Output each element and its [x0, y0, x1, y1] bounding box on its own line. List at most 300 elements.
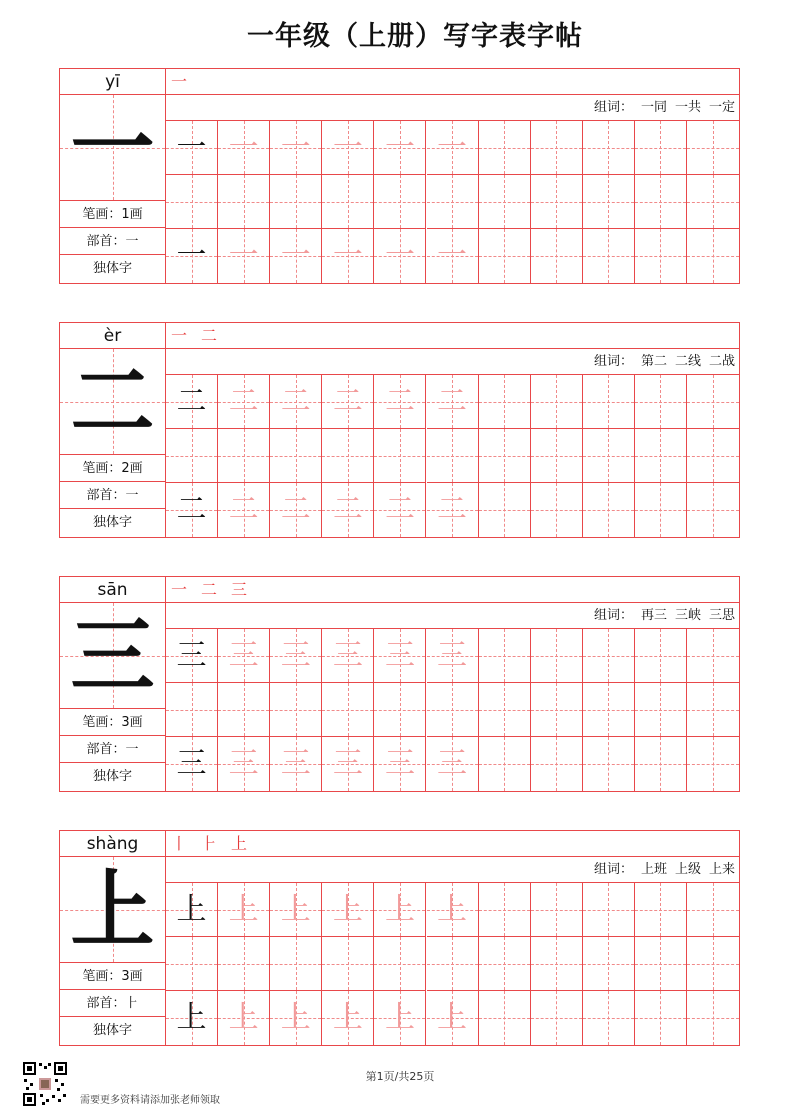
trace-character: 上 — [280, 892, 311, 927]
stroke-order-row — [166, 69, 739, 95]
trace-character: 一 — [437, 238, 468, 273]
practice-cell[interactable] — [531, 737, 583, 791]
practice-cell[interactable] — [166, 229, 218, 283]
practice-cell[interactable] — [322, 483, 374, 537]
practice-row — [166, 121, 739, 175]
trace-character: 上 — [280, 1000, 311, 1035]
trace-character: 三 — [437, 638, 468, 673]
practice-cell[interactable] — [427, 629, 479, 683]
stroke-count: 笔画：3画 — [60, 963, 165, 990]
practice-cell[interactable] — [583, 883, 635, 937]
trace-character: 三 — [437, 746, 468, 781]
trace-character: 上 — [228, 1000, 259, 1035]
practice-cell[interactable] — [218, 175, 270, 229]
practice-cell[interactable] — [635, 483, 687, 537]
words-label: 组词： — [593, 608, 633, 623]
practice-cell[interactable] — [374, 991, 426, 1045]
character-info-column — [60, 831, 166, 1045]
page-number: 第1页/共25页 — [365, 1070, 435, 1083]
practice-cell[interactable] — [531, 683, 583, 737]
cell-guide-vertical — [556, 629, 557, 682]
practice-cell[interactable] — [531, 375, 583, 429]
trace-character: 二 — [332, 492, 363, 527]
trace-character: 一 — [384, 130, 415, 165]
trace-character: 一 — [384, 238, 415, 273]
practice-cell[interactable] — [687, 737, 739, 791]
practice-cell[interactable] — [374, 883, 426, 937]
practice-cell[interactable] — [583, 937, 635, 991]
practice-cell[interactable] — [479, 121, 531, 175]
trace-character: 一 — [437, 130, 468, 165]
large-character-box — [60, 603, 165, 709]
character-info-column — [60, 577, 166, 791]
cell-guide-vertical — [713, 683, 714, 736]
practice-cell[interactable] — [218, 737, 270, 791]
trace-character: 二 — [384, 492, 415, 527]
cell-guide-vertical — [660, 483, 661, 537]
practice-cell[interactable] — [583, 629, 635, 683]
cell-guide-vertical — [296, 683, 297, 736]
practice-cell[interactable] — [270, 937, 322, 991]
practice-cell[interactable] — [687, 991, 739, 1045]
practice-cell[interactable] — [427, 121, 479, 175]
practice-cell[interactable] — [635, 121, 687, 175]
practice-row — [166, 937, 739, 991]
large-character: 一 — [70, 98, 155, 197]
cell-guide-vertical — [244, 683, 245, 736]
practice-cell[interactable] — [635, 429, 687, 483]
practice-cell[interactable] — [218, 229, 270, 283]
cell-guide-vertical — [660, 429, 661, 482]
trace-character: 上 — [332, 892, 363, 927]
trace-character: 三 — [332, 746, 363, 781]
practice-row — [166, 991, 739, 1045]
practice-cell[interactable] — [531, 121, 583, 175]
practice-cell[interactable] — [427, 429, 479, 483]
practice-cell[interactable] — [635, 175, 687, 229]
word-example: 一共 — [674, 100, 701, 115]
cell-guide-vertical — [608, 375, 609, 428]
structure-type: 独体字 — [92, 1023, 132, 1038]
practice-cell[interactable] — [479, 629, 531, 683]
practice-row — [166, 229, 739, 283]
practice-cell[interactable] — [374, 737, 426, 791]
cell-guide-vertical — [192, 175, 193, 228]
practice-cell[interactable] — [479, 483, 531, 537]
cell-guide-vertical — [556, 229, 557, 283]
practice-cell[interactable] — [218, 883, 270, 937]
practice-cell[interactable] — [531, 883, 583, 937]
practice-cell[interactable] — [687, 937, 739, 991]
word-example: 上来 — [708, 862, 735, 877]
practice-cell[interactable] — [479, 883, 531, 937]
stroke-step: 一 — [171, 72, 188, 91]
practice-cell[interactable] — [270, 429, 322, 483]
word-examples — [166, 349, 739, 375]
practice-cell[interactable] — [583, 991, 635, 1045]
trace-character: 二 — [280, 492, 311, 527]
cell-guide-vertical — [556, 375, 557, 428]
cell-guide-vertical — [660, 883, 661, 936]
practice-cell[interactable] — [531, 429, 583, 483]
stroke-step: 二 — [201, 580, 218, 599]
practice-cell[interactable] — [531, 991, 583, 1045]
cell-guide-vertical — [608, 229, 609, 283]
practice-cell[interactable] — [583, 375, 635, 429]
practice-cell[interactable] — [687, 429, 739, 483]
practice-cell[interactable] — [218, 121, 270, 175]
practice-cell[interactable] — [687, 229, 739, 283]
practice-cell[interactable] — [270, 175, 322, 229]
practice-cell[interactable] — [322, 175, 374, 229]
character-block — [59, 322, 740, 538]
practice-row — [166, 429, 739, 483]
cell-guide-vertical — [556, 175, 557, 228]
cell-guide-vertical — [713, 737, 714, 791]
practice-cell[interactable] — [270, 483, 322, 537]
practice-cell[interactable] — [635, 991, 687, 1045]
practice-cell[interactable] — [166, 483, 218, 537]
practice-cell[interactable] — [583, 683, 635, 737]
stroke-step: 一 — [171, 326, 188, 345]
practice-cell[interactable] — [322, 229, 374, 283]
word-example: 上班 — [640, 862, 667, 877]
cell-guide-vertical — [452, 429, 453, 482]
cell-guide-vertical — [504, 229, 505, 283]
practice-row — [166, 375, 739, 429]
cell-guide-vertical — [504, 937, 505, 990]
practice-cell[interactable] — [166, 629, 218, 683]
practice-cell[interactable] — [322, 429, 374, 483]
practice-cell[interactable] — [322, 937, 374, 991]
cell-guide-vertical — [400, 429, 401, 482]
cell-guide-vertical — [452, 175, 453, 228]
practice-cell[interactable] — [635, 737, 687, 791]
cell-guide-vertical — [348, 175, 349, 228]
practice-cell[interactable] — [322, 683, 374, 737]
cell-guide-vertical — [660, 375, 661, 428]
large-character: 二 — [70, 352, 155, 451]
model-character: 上 — [176, 1000, 207, 1035]
words-label: 组词： — [593, 100, 633, 115]
character-block — [59, 576, 740, 792]
cell-guide-vertical — [608, 991, 609, 1045]
practice-cell[interactable] — [479, 375, 531, 429]
cell-guide-vertical — [608, 937, 609, 990]
practice-cell[interactable] — [427, 937, 479, 991]
practice-cell[interactable] — [322, 121, 374, 175]
cell-guide-vertical — [504, 629, 505, 682]
writing-area — [166, 323, 739, 537]
character-block — [59, 68, 740, 284]
cell-guide-vertical — [556, 937, 557, 990]
practice-cell[interactable] — [166, 737, 218, 791]
cell-guide-vertical — [348, 683, 349, 736]
practice-cell[interactable] — [270, 229, 322, 283]
practice-cell[interactable] — [531, 483, 583, 537]
cell-guide-vertical — [556, 991, 557, 1045]
cell-guide-vertical — [348, 937, 349, 990]
trace-character: 上 — [332, 1000, 363, 1035]
practice-cell[interactable] — [218, 937, 270, 991]
word-example: 第二 — [640, 354, 667, 369]
trace-character: 一 — [280, 130, 311, 165]
cell-guide-vertical — [504, 883, 505, 936]
practice-cell[interactable] — [583, 429, 635, 483]
practice-cell[interactable] — [635, 883, 687, 937]
practice-cell[interactable] — [531, 629, 583, 683]
cell-guide-vertical — [452, 937, 453, 990]
practice-cell[interactable] — [374, 375, 426, 429]
practice-cell[interactable] — [531, 175, 583, 229]
trace-character: 一 — [332, 238, 363, 273]
practice-cell[interactable] — [635, 375, 687, 429]
practice-cell[interactable] — [479, 991, 531, 1045]
practice-cell[interactable] — [479, 737, 531, 791]
practice-cell[interactable] — [583, 175, 635, 229]
practice-cell[interactable] — [374, 937, 426, 991]
practice-cell[interactable] — [374, 483, 426, 537]
practice-cell[interactable] — [218, 991, 270, 1045]
practice-cell[interactable] — [427, 737, 479, 791]
practice-cell[interactable] — [166, 121, 218, 175]
pinyin: èr — [60, 323, 165, 349]
practice-cell[interactable] — [479, 429, 531, 483]
practice-cell[interactable] — [166, 375, 218, 429]
practice-cell[interactable] — [218, 429, 270, 483]
trace-character: 三 — [228, 746, 259, 781]
words-label: 组词： — [593, 862, 633, 877]
cell-guide-vertical — [400, 175, 401, 228]
radical: 部首：一 — [60, 482, 165, 509]
practice-cell[interactable] — [635, 229, 687, 283]
practice-cell[interactable] — [322, 991, 374, 1045]
practice-row — [166, 629, 739, 683]
practice-cell[interactable] — [687, 629, 739, 683]
cell-guide-vertical — [556, 429, 557, 482]
cell-guide-vertical — [556, 121, 557, 174]
character-info-column — [60, 69, 166, 283]
practice-row — [166, 737, 739, 791]
practice-cell[interactable] — [583, 229, 635, 283]
practice-cell[interactable] — [635, 937, 687, 991]
trace-character: 三 — [384, 746, 415, 781]
stroke-step: 三 — [231, 580, 248, 599]
practice-cell[interactable] — [687, 175, 739, 229]
model-character: 一 — [176, 130, 207, 165]
trace-character: 一 — [280, 238, 311, 273]
trace-character: 三 — [384, 638, 415, 673]
pinyin: yī — [60, 69, 165, 95]
stroke-order-row — [166, 577, 739, 603]
practice-cell[interactable] — [531, 229, 583, 283]
cell-guide-vertical — [660, 175, 661, 228]
trace-character: 二 — [437, 492, 468, 527]
practice-cell[interactable] — [687, 375, 739, 429]
cell-guide-vertical — [192, 937, 193, 990]
cell-guide-vertical — [713, 883, 714, 936]
model-character: 上 — [176, 892, 207, 927]
practice-cell[interactable] — [583, 121, 635, 175]
cell-guide-vertical — [713, 483, 714, 537]
large-character: 三 — [70, 606, 155, 705]
cell-guide-vertical — [608, 629, 609, 682]
cell-guide-vertical — [296, 937, 297, 990]
practice-cell[interactable] — [374, 229, 426, 283]
practice-cell[interactable] — [479, 229, 531, 283]
practice-cell[interactable] — [687, 483, 739, 537]
model-character: 二 — [176, 384, 207, 419]
practice-cell[interactable] — [427, 483, 479, 537]
trace-character: 二 — [228, 384, 259, 419]
structure-type: 独体字 — [92, 769, 132, 784]
practice-cell[interactable] — [322, 375, 374, 429]
practice-cell[interactable] — [218, 683, 270, 737]
practice-cell[interactable] — [427, 175, 479, 229]
writing-area — [166, 69, 739, 283]
practice-cell[interactable] — [427, 375, 479, 429]
cell-guide-vertical — [504, 429, 505, 482]
practice-cell[interactable] — [270, 737, 322, 791]
writing-area — [166, 577, 739, 791]
practice-cell[interactable] — [270, 883, 322, 937]
cell-guide-vertical — [660, 629, 661, 682]
practice-cell[interactable] — [166, 937, 218, 991]
practice-cell[interactable] — [635, 683, 687, 737]
practice-row — [166, 883, 739, 937]
practice-cell[interactable] — [166, 429, 218, 483]
words-label: 组词： — [593, 354, 633, 369]
practice-cell[interactable] — [583, 737, 635, 791]
word-example: 三峡 — [674, 608, 701, 623]
practice-cell[interactable] — [374, 121, 426, 175]
cell-guide-vertical — [660, 737, 661, 791]
practice-cell[interactable] — [374, 429, 426, 483]
cell-guide-vertical — [608, 429, 609, 482]
practice-cell[interactable] — [270, 683, 322, 737]
word-example: 三思 — [708, 608, 735, 623]
cell-guide-vertical — [244, 429, 245, 482]
cell-guide-vertical — [244, 937, 245, 990]
footer-note: 需要更多资料请添加张老师领取 — [80, 1095, 220, 1106]
cell-guide-vertical — [608, 683, 609, 736]
practice-cell[interactable] — [687, 121, 739, 175]
pinyin: sān — [60, 577, 165, 603]
model-character: 三 — [176, 638, 207, 673]
practice-cell[interactable] — [374, 175, 426, 229]
word-example: 一同 — [640, 100, 667, 115]
practice-cell[interactable] — [322, 737, 374, 791]
cell-guide-vertical — [348, 429, 349, 482]
structure-type: 独体字 — [92, 261, 132, 276]
cell-guide-vertical — [400, 937, 401, 990]
practice-cell[interactable] — [531, 937, 583, 991]
practice-cell[interactable] — [687, 683, 739, 737]
practice-cell[interactable] — [687, 883, 739, 937]
trace-character: 三 — [280, 638, 311, 673]
cell-guide-vertical — [660, 937, 661, 990]
trace-character: 二 — [437, 384, 468, 419]
cell-guide-vertical — [504, 483, 505, 537]
practice-cell[interactable] — [479, 683, 531, 737]
word-example: 再三 — [640, 608, 667, 623]
cell-guide-vertical — [296, 429, 297, 482]
practice-cell[interactable] — [270, 991, 322, 1045]
cell-guide-vertical — [608, 483, 609, 537]
trace-character: 二 — [280, 384, 311, 419]
radical: 部首：一 — [60, 228, 165, 255]
cell-guide-vertical — [504, 375, 505, 428]
practice-cell[interactable] — [166, 175, 218, 229]
practice-cell[interactable] — [427, 883, 479, 937]
practice-cell[interactable] — [166, 991, 218, 1045]
trace-character: 上 — [437, 892, 468, 927]
practice-cell[interactable] — [166, 883, 218, 937]
cell-guide-vertical — [608, 121, 609, 174]
cell-guide-vertical — [244, 175, 245, 228]
cell-guide-vertical — [192, 429, 193, 482]
practice-cell[interactable] — [322, 629, 374, 683]
stroke-step: 二 — [201, 326, 218, 345]
word-example: 上级 — [674, 862, 701, 877]
practice-cell[interactable] — [427, 229, 479, 283]
practice-cell[interactable] — [479, 937, 531, 991]
trace-character: 三 — [332, 638, 363, 673]
trace-character: 上 — [384, 892, 415, 927]
large-character-box — [60, 857, 165, 963]
radical: 部首：一 — [60, 736, 165, 763]
trace-character: 三 — [228, 638, 259, 673]
practice-cell[interactable] — [374, 683, 426, 737]
practice-cell[interactable] — [635, 629, 687, 683]
practice-cell[interactable] — [479, 175, 531, 229]
cell-guide-vertical — [608, 883, 609, 936]
trace-character: 二 — [384, 384, 415, 419]
cell-guide-vertical — [713, 121, 714, 174]
cell-guide-vertical — [504, 175, 505, 228]
radical: 部首：⺊ — [60, 990, 165, 1017]
practice-cell[interactable] — [218, 483, 270, 537]
stroke-order-row — [166, 323, 739, 349]
practice-cell[interactable] — [583, 483, 635, 537]
practice-cell[interactable] — [270, 375, 322, 429]
practice-cell[interactable] — [166, 683, 218, 737]
practice-cell[interactable] — [427, 991, 479, 1045]
cell-guide-vertical — [713, 375, 714, 428]
word-example: 二战 — [708, 354, 735, 369]
practice-cell[interactable] — [270, 121, 322, 175]
trace-character: 上 — [384, 1000, 415, 1035]
model-character: 三 — [176, 746, 207, 781]
cell-guide-vertical — [504, 683, 505, 736]
practice-cell[interactable] — [218, 375, 270, 429]
practice-cell[interactable] — [374, 629, 426, 683]
stroke-count: 笔画：1画 — [60, 201, 165, 228]
practice-cell[interactable] — [270, 629, 322, 683]
stroke-count: 笔画：3画 — [60, 709, 165, 736]
cell-guide-vertical — [713, 429, 714, 482]
large-character-box — [60, 95, 165, 201]
practice-cell[interactable] — [427, 683, 479, 737]
cell-guide-vertical — [660, 121, 661, 174]
practice-cell[interactable] — [218, 629, 270, 683]
practice-cell[interactable] — [322, 883, 374, 937]
word-examples — [166, 857, 739, 883]
stroke-order-row — [166, 831, 739, 857]
model-character: 二 — [176, 492, 207, 527]
practice-row — [166, 483, 739, 537]
cell-guide-vertical — [713, 175, 714, 228]
